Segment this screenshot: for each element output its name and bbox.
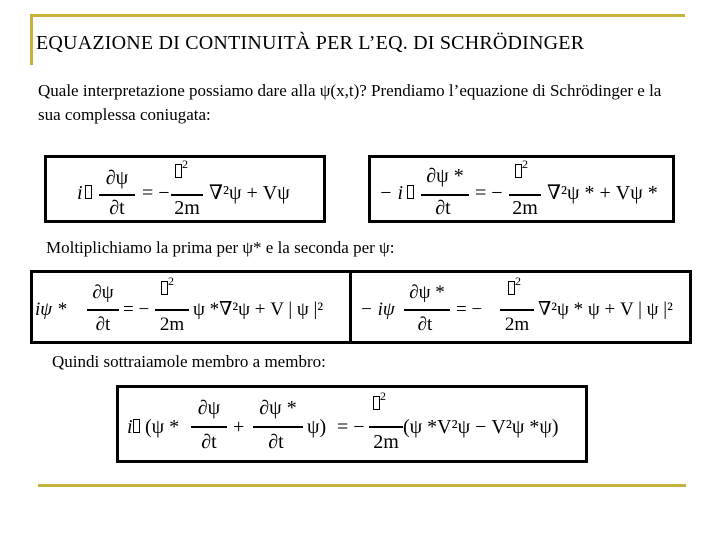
multiplied-equation-box-1 [30, 270, 352, 344]
eq3-rhs: ψ *∇²ψ + V | ψ |² [193, 299, 324, 320]
eq5-hbar [133, 419, 140, 436]
eq2-i: − i [379, 182, 404, 204]
eq5-i: i [127, 416, 133, 438]
eq1-equals: = − [142, 182, 170, 204]
eq4-rhs: ∇²ψ * ψ + V | ψ |² [538, 299, 673, 320]
eq1-i: i [77, 182, 83, 204]
eq5-equals: = − [337, 416, 365, 438]
eq2-hbar [407, 185, 414, 202]
eq3-rhs-den: 2m [159, 314, 185, 335]
footer-rule [38, 484, 686, 487]
eq5-hbar-num: 2 [373, 396, 386, 413]
eq1-hbar [85, 185, 92, 202]
title-rule-top [30, 14, 685, 17]
eq1-lhs-num: ∂ψ [105, 167, 129, 189]
eq1-lhs-bar [99, 194, 135, 196]
eq1-lhs-den: ∂t [109, 197, 125, 219]
multiplied-equation-box-2 [349, 270, 692, 344]
eq1-hbar-num: 2 [175, 164, 188, 181]
eq2-rhs-den: 2m [512, 197, 538, 219]
eq2-hbar-num: 2 [515, 164, 528, 181]
eq3-equals: = − [123, 299, 150, 320]
eq3-hbar-num: 2 [161, 281, 174, 298]
eq4-lhs-bar [404, 309, 450, 311]
eq5-bar2 [253, 426, 303, 428]
conjugate-equation-box [368, 155, 675, 223]
eq3-lhs-den: ∂t [95, 314, 111, 335]
eq2-lhs-den: ∂t [435, 197, 451, 219]
eq5-den1: ∂t [201, 431, 217, 453]
eq5-plus: + [233, 416, 245, 438]
eq3-lhs-bar [87, 309, 119, 311]
eq4-lhs-num: ∂ψ * [409, 282, 445, 303]
slide-title: EQUAZIONE DI CONTINUITÀ PER L’EQ. DI SCHRÖDINGER [36, 32, 585, 54]
eq1-rhs: ∇²ψ + Vψ [209, 182, 290, 204]
eq1-rhs-bar [171, 194, 203, 196]
eq5-open: (ψ * [145, 416, 180, 438]
eq3-rhs-bar [155, 309, 189, 311]
eq5-den2: ∂t [268, 431, 284, 453]
eq2-rhs-bar [509, 194, 541, 196]
eq2-lhs-bar [421, 194, 469, 196]
eq5-bar1 [191, 426, 227, 428]
eq3-i: iψ * [35, 299, 67, 320]
eq5-close: ψ) [307, 416, 327, 438]
eq2-equals: = − [475, 182, 503, 204]
eq5-rhs-bar [369, 426, 403, 428]
subtracted-equation-box [116, 385, 588, 463]
caption-subtract: Quindi sottraiamole membro a membro: [52, 352, 326, 371]
eq2-lhs-num: ∂ψ * [426, 165, 464, 187]
eq5-rhs-den: 2m [373, 431, 399, 453]
eq2-rhs: ∇²ψ * + Vψ * [547, 182, 658, 204]
eq4-rhs-bar [500, 309, 534, 311]
eq1-rhs-den: 2m [174, 197, 200, 219]
title-rule-left [30, 15, 33, 65]
eq4-i: − iψ [360, 299, 395, 320]
eq5-num1: ∂ψ [197, 397, 221, 419]
eq5-num2: ∂ψ * [259, 397, 297, 419]
eq4-equals: = − [456, 299, 483, 320]
eq4-rhs-den: 2m [504, 314, 530, 335]
eq5-rhs: (ψ *V²ψ − V²ψ *ψ) [403, 416, 559, 438]
intro-paragraph: Quale interpretazione possiamo dare alla ψ(x,t)? Prendiamo l’equazione di Schrödinger e la sua complessa coniugata: [38, 81, 662, 124]
schrodinger-equation-box [44, 155, 326, 223]
eq4-lhs-den: ∂t [417, 314, 433, 335]
eq4-hbar-num: 2 [508, 281, 521, 298]
eq3-lhs-num: ∂ψ [92, 282, 114, 303]
caption-multiply: Moltiplichiamo la prima per ψ* e la seconda per ψ: [46, 238, 395, 257]
